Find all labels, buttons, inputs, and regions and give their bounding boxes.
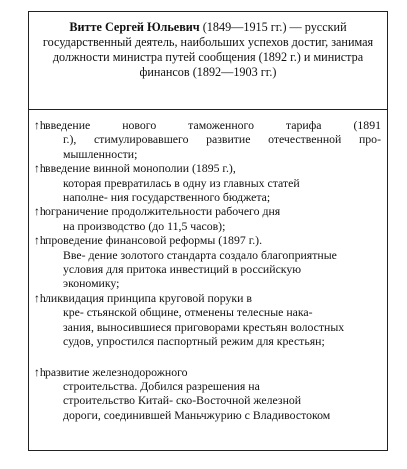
list-item-line: наполне- ния государственного бюджета;: [63, 190, 271, 205]
list-item-line: ограничение продолжительности рабочего дня: [45, 204, 281, 219]
arrow-up-icon: ↑h: [34, 204, 46, 219]
list-item: [34, 161, 381, 205]
arrow-up-icon: ↑h: [34, 233, 46, 248]
arrow-up-icon: ↑h: [34, 364, 46, 379]
arrow-up-icon: ↑h: [34, 118, 46, 132]
list-item-line: развитие железнодорожного: [45, 364, 188, 379]
list-item-line: которая превратилась в одну из главных статей: [63, 175, 300, 190]
person-description: (1849—1915 гг.) — русский государственный деятель, наибольших успехов достиг, занимая должности министра путей сообщения (1892 г.) и министра финансов (1892—1903 гг.): [42, 20, 374, 79]
list-item-line: строительства. Добился разрешения на: [63, 378, 260, 393]
reforms-list: [29, 110, 387, 422]
list-item: [34, 204, 381, 233]
list-item: [34, 364, 381, 423]
arrow-up-icon: ↑h: [34, 161, 46, 176]
list-item-line: дороги, соединившей Маньчжурию с Владивостоком: [63, 407, 331, 422]
list-item-line: условия для притока инвестиций в российскую: [63, 262, 302, 277]
card-header: [29, 12, 387, 110]
list-item-line: ликвидация принципа круговой поруки в: [45, 290, 252, 305]
person-name: Витте Сергей Юльевич: [69, 20, 200, 34]
list-item-line: кре- стьянской общине, отменены телесные нака-: [63, 305, 313, 320]
list-item-line: г.), стимулировавшего развитие отечественной про-: [63, 132, 381, 147]
list-item-line: Вве- дение золотого стандарта создало благоприятные: [63, 247, 337, 262]
list-item-line: введение винной монополии (1895 г.),: [45, 161, 236, 176]
list-item-line: введение нового таможенного тарифа (1891: [45, 118, 381, 132]
list-item-line: судов, упростился паспортный режим для крестьян;: [63, 334, 325, 349]
info-card: [28, 11, 388, 451]
list-item-line: на производство (до 11,5 часов);: [63, 218, 226, 233]
arrow-up-icon: ↑h: [34, 290, 46, 305]
list-item-line: экономику;: [63, 276, 120, 291]
list-item: [34, 233, 381, 291]
list-item-line: проведение финансовой реформы (1897 г.).: [45, 233, 263, 248]
list-item: [34, 118, 381, 161]
list-item-line: мышленности;: [63, 146, 138, 161]
list-item-line: строительство Китай- ско-Восточной железной: [63, 393, 302, 408]
list-item: [34, 290, 381, 349]
list-item-line: зания, выносившиеся приговорами крестьян волостных: [63, 319, 345, 334]
